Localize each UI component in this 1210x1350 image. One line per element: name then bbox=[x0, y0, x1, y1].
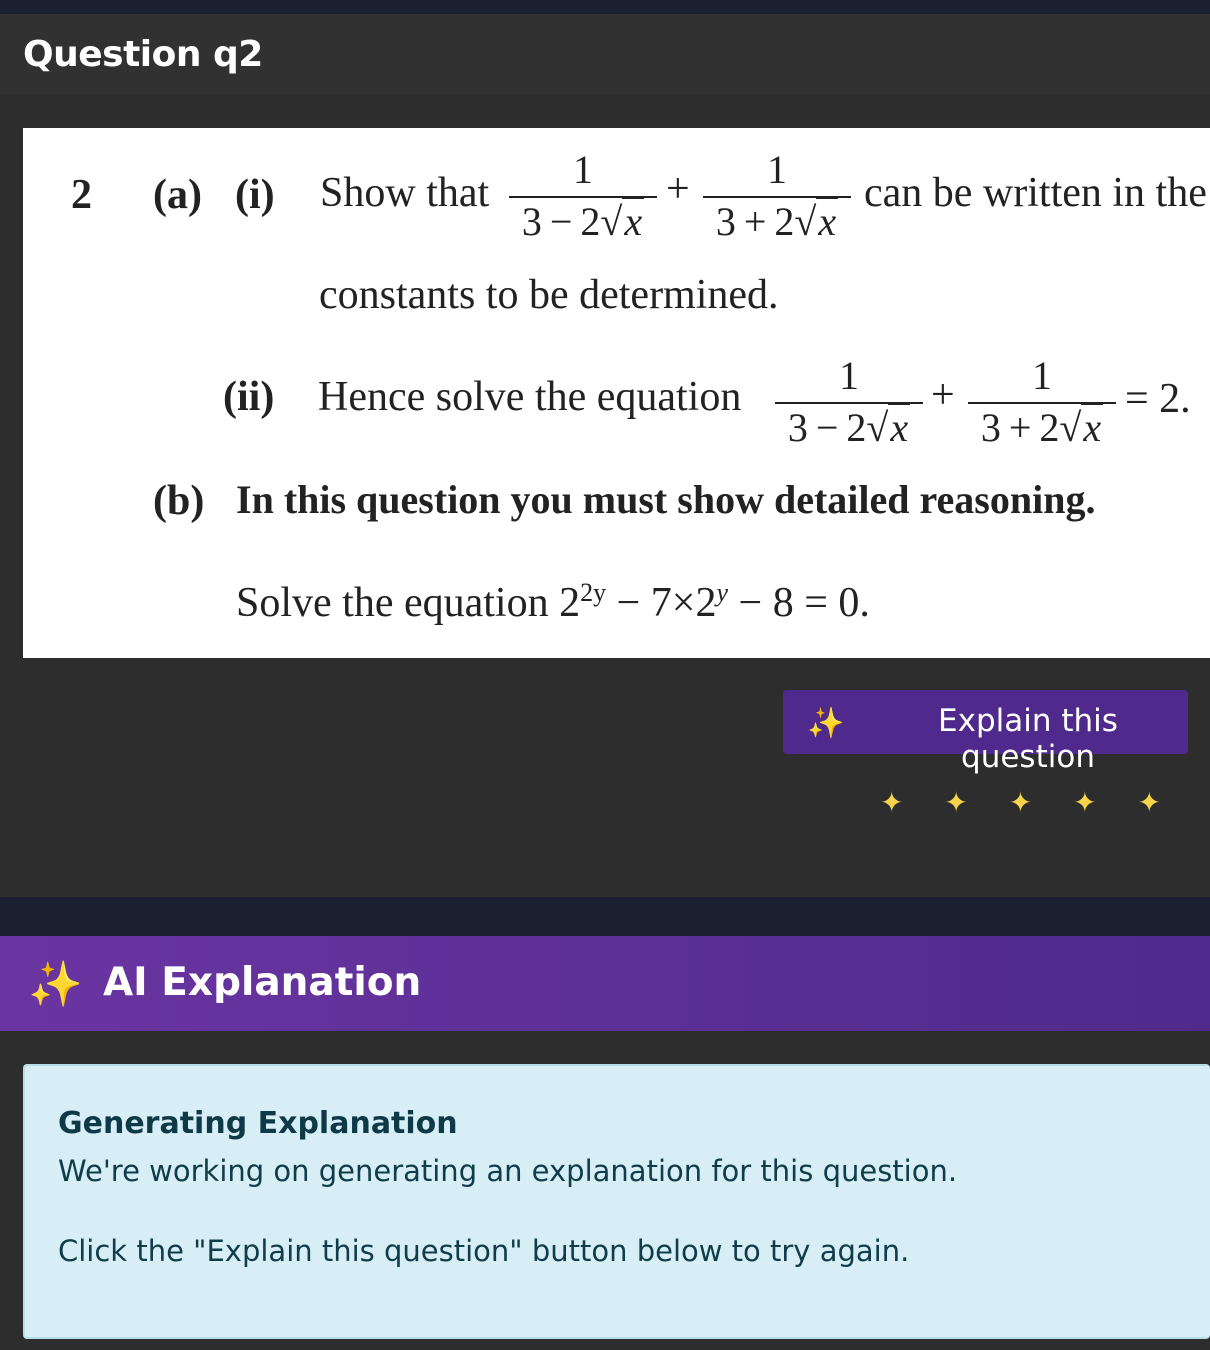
part-a-label: (a) bbox=[153, 172, 202, 218]
fraction-3: 1 3 − 2√x bbox=[775, 356, 923, 448]
fraction-1: 1 3 − 2√x bbox=[509, 150, 657, 242]
part-i-text: Show that bbox=[320, 170, 490, 216]
ai-explanation-title: AI Explanation bbox=[103, 960, 422, 1005]
sparkle-icon: ✨ bbox=[807, 706, 845, 741]
alert-heading: Generating Explanation bbox=[58, 1106, 458, 1141]
question-header bbox=[0, 14, 1210, 94]
part-b-instruction: In this question you must show detailed reasoning. bbox=[236, 477, 1096, 522]
explain-question-button[interactable] bbox=[783, 690, 1188, 775]
alert-retry-message: Click the "Explain this question" button below to try again. bbox=[58, 1234, 910, 1268]
page-title: Question q2 bbox=[23, 34, 263, 75]
part-b-equation: Solve the equation $2^{2y} - 7\times 2^y - 8 = 0$. bbox=[236, 578, 870, 626]
question-image bbox=[23, 128, 1210, 658]
explain-button-label: Explain this question bbox=[938, 703, 1118, 775]
part-ii-text: Hence solve the equation bbox=[318, 374, 742, 420]
plus-sign-2: + bbox=[931, 372, 955, 418]
generating-alert bbox=[23, 1064, 1210, 1339]
sparkle-icon: ✨ bbox=[28, 959, 83, 1010]
part-i-text-line2: constants to be determined. bbox=[319, 272, 779, 318]
question-number: 2 bbox=[71, 172, 92, 218]
fraction-4: 1 3 + 2√x bbox=[968, 356, 1116, 448]
ai-explanation-header bbox=[0, 936, 1210, 1031]
rating-stars[interactable]: ✦ ✦ ✦ ✦ ✦ bbox=[880, 786, 1177, 819]
alert-message: We're working on generating an explanation for this question. bbox=[58, 1154, 958, 1188]
part-b-label: (b) bbox=[153, 478, 205, 524]
fraction-2: 1 3 + 2√x bbox=[703, 150, 851, 242]
part-i-label: (i) bbox=[235, 172, 275, 218]
equals-two: = 2. bbox=[1125, 376, 1191, 422]
part-i-text-after: can be written in the bbox=[864, 170, 1207, 216]
plus-sign: + bbox=[666, 166, 690, 212]
part-ii-label: (ii) bbox=[223, 374, 275, 420]
